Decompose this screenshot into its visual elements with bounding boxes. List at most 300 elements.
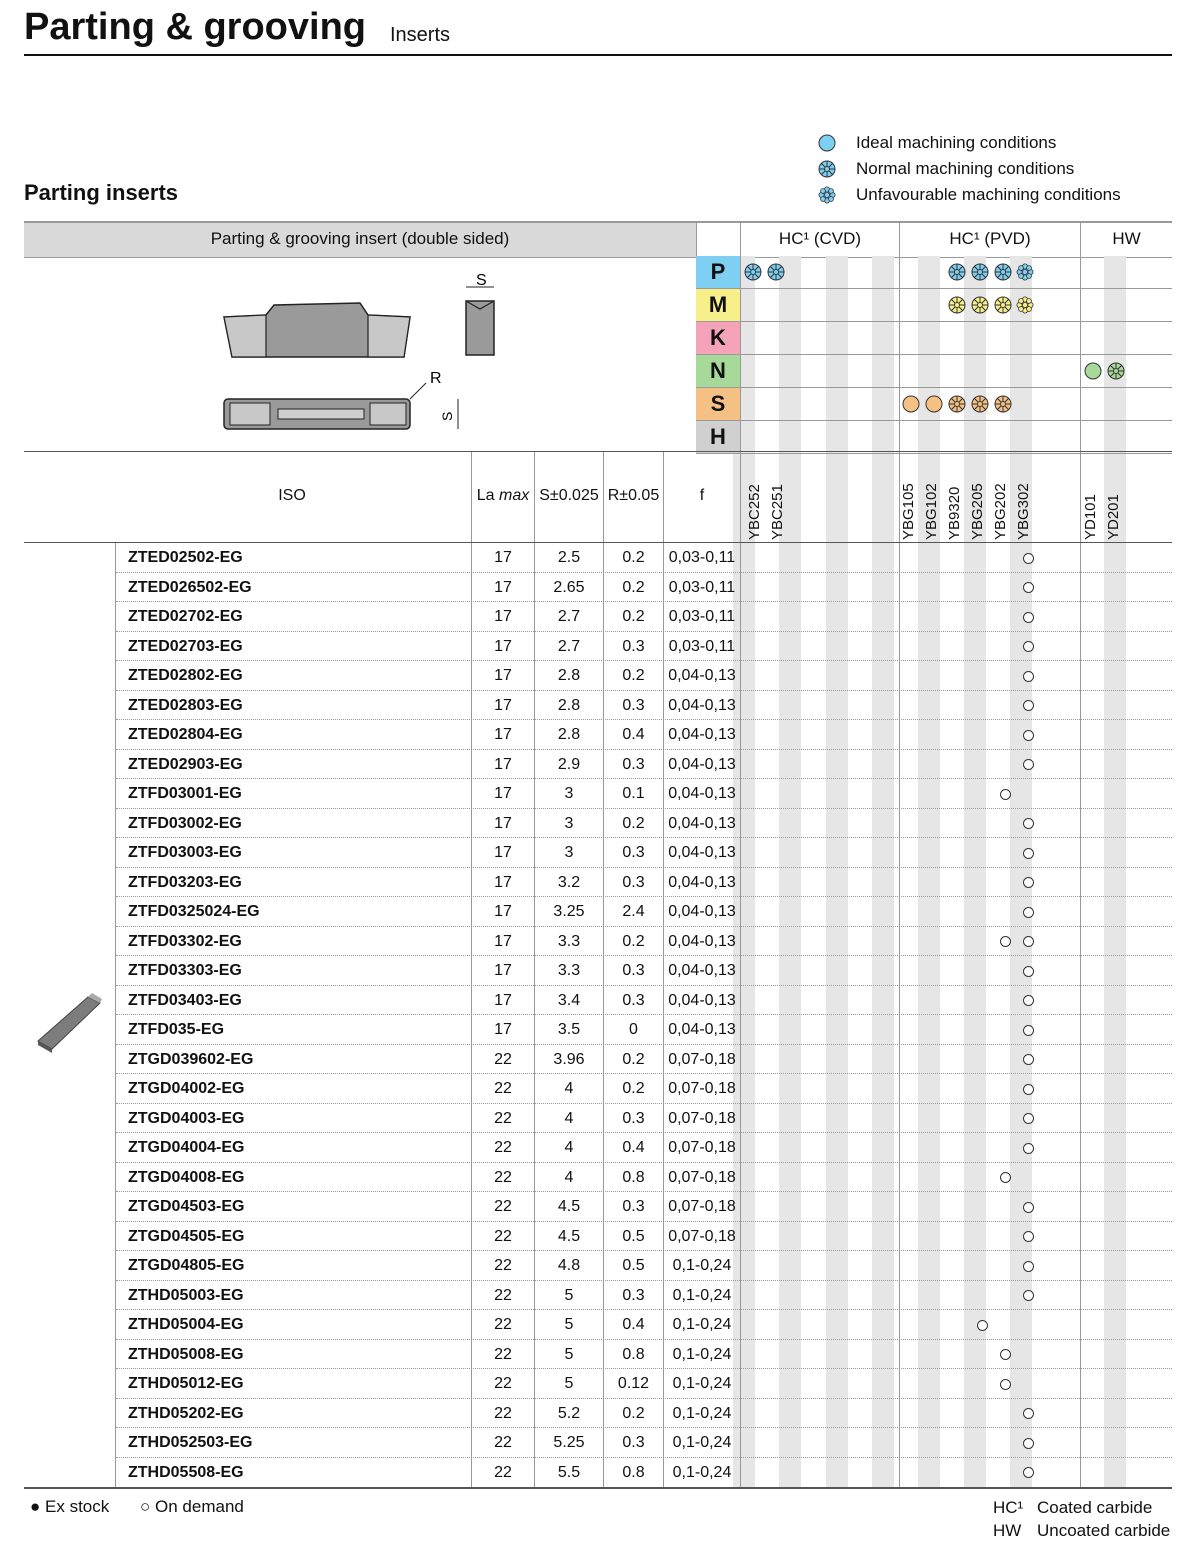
f-value: 0,07-0,18 (668, 1168, 736, 1186)
la-value: 17 (494, 726, 512, 743)
top-view-right-pocket (370, 403, 406, 425)
grade-header-yb9320: YB9320 (946, 486, 963, 540)
la-value: 17 (494, 755, 512, 773)
s-value: 3.96 (553, 1050, 585, 1068)
s-value: 5.2 (557, 1404, 581, 1422)
la-value: 22 (494, 1139, 512, 1156)
f-value: 0,04-0,13 (668, 1021, 736, 1038)
f-value: 0,03-0,11 (668, 637, 736, 655)
iso-code: ZTED02702-EG (128, 608, 243, 625)
la-value: 22 (494, 1434, 512, 1451)
insert-header-cell (24, 221, 696, 258)
f-value: 0,1-0,24 (672, 1434, 732, 1451)
material-cell-k: K (696, 322, 740, 355)
la-label: La (476, 487, 495, 504)
on-demand-circle-icon (1000, 1349, 1011, 1360)
col-header-f: f (699, 487, 705, 504)
material-cell-s: S (696, 388, 740, 421)
table-row (24, 632, 1172, 662)
f-value: 0,07-0,18 (668, 1080, 736, 1097)
f-value: 0,07-0,18 (668, 1109, 736, 1127)
s-value: 2.9 (557, 755, 581, 773)
material-row-line (740, 321, 1172, 322)
r-value: 0.8 (622, 1463, 645, 1481)
s-value: 4.5 (557, 1227, 581, 1245)
hc-abbr: HC¹ (993, 1498, 1024, 1517)
r-value: 0.8 (622, 1345, 645, 1363)
f-value: 0,1-0,24 (672, 1375, 732, 1392)
grade-header-ybg202: YBG202 (992, 483, 1009, 540)
f-value: 0,04-0,13 (668, 962, 736, 979)
on-demand-text: On demand (155, 1497, 244, 1516)
la-value: 17 (494, 962, 512, 979)
iso-code: ZTED02703-EG (128, 637, 243, 655)
table-row (24, 927, 1172, 957)
unfavourable-flower-icon (1016, 296, 1034, 314)
legend (818, 130, 1121, 208)
r-value: 0.3 (622, 637, 645, 655)
legend-item-unfavourable (818, 182, 1121, 208)
on-demand-circle-icon (1023, 1261, 1034, 1272)
table-row (24, 1340, 1172, 1370)
on-demand-circle-icon (1023, 1467, 1034, 1478)
grade-header-ybg102: YBG102 (923, 483, 940, 540)
f-value: 0,03-0,11 (668, 608, 736, 625)
normal-flower-icon (948, 395, 966, 413)
normal-flower-icon (948, 296, 966, 314)
ideal-circle-icon (925, 395, 943, 413)
normal-flower-icon (994, 296, 1012, 314)
f-value: 0,1-0,24 (672, 1316, 732, 1333)
table-row (24, 661, 1172, 691)
la-value: 17 (494, 903, 512, 920)
col-header-iso: ISO (278, 487, 306, 504)
r-value: 0.5 (622, 1257, 645, 1274)
table-row (24, 1222, 1172, 1252)
iso-code: ZTED02803-EG (128, 696, 243, 714)
f-value: 0,04-0,13 (668, 785, 736, 802)
material-cell-p: P (696, 256, 740, 289)
r-value: 0.2 (622, 608, 645, 625)
la-value: 22 (494, 1404, 512, 1422)
table-row (24, 1074, 1172, 1104)
hc-text: Coated carbide (1037, 1498, 1153, 1517)
la-value: 22 (494, 1316, 512, 1333)
table-row (24, 838, 1172, 868)
la-value: 17 (494, 549, 512, 566)
on-demand-circle-icon (1023, 1290, 1034, 1301)
on-demand-circle-icon (1023, 877, 1034, 888)
grade-header-yd201: YD201 (1105, 494, 1122, 540)
f-value: 0,07-0,18 (668, 1050, 736, 1068)
r-value: 0 (629, 1021, 638, 1038)
on-demand-circle-icon (1023, 700, 1034, 711)
hw-text: Uncoated carbide (1037, 1521, 1171, 1540)
ideal-circle-icon (818, 134, 836, 152)
r-value: 0.2 (622, 667, 645, 684)
iso-code: ZTFD03002-EG (128, 814, 242, 832)
la-value: 22 (494, 1286, 512, 1304)
legend-text: Ideal machining conditions (856, 133, 1057, 152)
s-value: 4 (564, 1168, 574, 1186)
group-label: HC¹ (CVD) (778, 229, 862, 248)
material-row-line (740, 387, 1172, 388)
table-row (24, 1369, 1172, 1399)
on-demand-circle-icon (1023, 730, 1034, 741)
s-value: 5 (564, 1375, 574, 1392)
s-value: 3.4 (557, 991, 581, 1009)
normal-flower-icon (971, 296, 989, 314)
legend-text: Normal machining conditions (856, 159, 1075, 178)
iso-code: ZTED026502-EG (128, 578, 252, 596)
material-row-line (740, 288, 1172, 289)
r-value: 0.4 (622, 1139, 645, 1156)
table-row (24, 986, 1172, 1016)
f-value: 0,04-0,13 (668, 814, 736, 832)
grade-header-ybg105: YBG105 (900, 483, 917, 540)
r-value: 0.2 (622, 1404, 645, 1422)
f-value: 0,04-0,13 (668, 903, 736, 920)
la-value: 17 (494, 696, 512, 714)
normal-flower-icon (767, 263, 785, 281)
on-demand-circle-icon (1023, 1202, 1034, 1213)
la-value: 17 (494, 991, 512, 1009)
insert-header-text: Parting & grooving insert (double sided) (210, 229, 510, 248)
table-row (24, 543, 1172, 573)
s-top-label: S (476, 272, 487, 289)
r-leader-line (410, 383, 426, 399)
material-row-line (740, 453, 1172, 454)
insert-diagram (204, 265, 504, 445)
la-value: 17 (494, 814, 512, 832)
la-value: 17 (494, 844, 512, 861)
r-value: 0.3 (622, 1109, 645, 1127)
f-value: 0,04-0,13 (668, 696, 736, 714)
table-row (24, 779, 1172, 809)
legend-text: Unfavourable machining conditions (856, 185, 1121, 204)
top-view-left-pocket (230, 403, 270, 425)
iso-code: ZTGD04503-EG (128, 1198, 245, 1215)
on-demand-circle-icon (1023, 907, 1034, 918)
title-rule (24, 54, 1172, 56)
la-value: 22 (494, 1375, 512, 1392)
s-value: 5 (564, 1286, 574, 1304)
f-value: 0,1-0,24 (672, 1463, 732, 1481)
table-row (24, 1015, 1172, 1045)
legend-item-normal (818, 156, 1121, 182)
page-title: Parting & grooving (24, 6, 366, 48)
on-demand-legend (140, 1497, 244, 1517)
ideal-circle-icon (1084, 362, 1102, 380)
s-value: 5 (564, 1316, 574, 1333)
r-value: 0.3 (622, 755, 645, 773)
table-row (24, 897, 1172, 927)
s-side-label: S (439, 411, 455, 421)
table-row (24, 956, 1172, 986)
r-value: 0.4 (622, 726, 645, 743)
on-demand-circle-icon (1000, 936, 1011, 947)
on-demand-circle-icon (1000, 1172, 1011, 1183)
parting-inserts-table (24, 221, 1172, 1491)
r-value: 0.1 (622, 785, 645, 802)
table-row (24, 1163, 1172, 1193)
grade-header-ybg205: YBG205 (969, 483, 986, 540)
s-value: 3 (564, 844, 574, 861)
iso-code: ZTED02903-EG (128, 755, 243, 773)
r-value: 0.2 (622, 549, 645, 566)
iso-code: ZTHD05003-EG (128, 1286, 244, 1304)
group-label: HC¹ (PVD) (949, 229, 1031, 248)
r-value: 0.3 (622, 873, 645, 891)
ideal-circle-icon (902, 395, 920, 413)
on-demand-circle-icon (1023, 759, 1034, 770)
iso-code: ZTGD039602-EG (128, 1050, 254, 1068)
s-value: 4.5 (557, 1198, 581, 1215)
material-cell-n: N (696, 355, 740, 388)
group-header-hw (1081, 221, 1172, 258)
iso-code: ZTGD04004-EG (128, 1139, 245, 1156)
iso-code: ZTED02804-EG (128, 726, 243, 743)
s-value: 2.7 (557, 637, 581, 655)
table-row (24, 1399, 1172, 1429)
grade-header-yd101: YD101 (1082, 494, 1099, 540)
iso-code: ZTGD04003-EG (128, 1109, 245, 1127)
material-cell-h: H (696, 421, 740, 454)
iso-code: ZTFD03303-EG (128, 962, 242, 979)
f-value: 0,1-0,24 (672, 1404, 732, 1422)
on-demand-circle-icon (1023, 1143, 1034, 1154)
on-demand-circle-icon (1023, 641, 1034, 652)
section-title: Parting inserts (24, 180, 179, 205)
unfavourable-flower-icon (818, 186, 836, 204)
s-value: 3 (564, 785, 574, 802)
la-value: 22 (494, 1345, 512, 1363)
ex-stock-dot-icon: ● (30, 1497, 41, 1516)
iso-code: ZTED02802-EG (128, 667, 243, 684)
group-label: HW (1112, 229, 1141, 248)
normal-flower-icon (818, 160, 836, 178)
f-value: 0,03-0,11 (668, 578, 736, 596)
iso-code: ZTHD05012-EG (128, 1375, 244, 1392)
s-value: 5.25 (553, 1434, 585, 1451)
iso-code: ZTFD0325024-EG (128, 903, 260, 920)
la-value: 22 (494, 1080, 512, 1097)
iso-code: ZTHD05004-EG (128, 1316, 244, 1333)
r-value: 0.2 (622, 1080, 645, 1097)
iso-code: ZTFD03001-EG (128, 785, 242, 802)
s-value: 2.8 (557, 726, 581, 743)
on-demand-circle-icon (1023, 848, 1034, 859)
s-value: 3.3 (557, 932, 581, 950)
f-value: 0,04-0,13 (668, 667, 736, 684)
material-row-line (740, 420, 1172, 421)
table-row (24, 1104, 1172, 1134)
on-demand-circle-icon (1023, 671, 1034, 682)
table-row (24, 750, 1172, 780)
table-row (24, 868, 1172, 898)
la-value: 17 (494, 932, 512, 950)
on-demand-circle-icon (1023, 1231, 1034, 1242)
la-value: 17 (494, 637, 512, 655)
r-value: 0.2 (622, 1050, 645, 1068)
on-demand-circle-icon (1023, 936, 1034, 947)
on-demand-circle-icon (1000, 1379, 1011, 1390)
f-value: 0,07-0,18 (668, 1198, 736, 1215)
iso-code: ZTHD05508-EG (128, 1463, 244, 1481)
la-value: 17 (494, 873, 512, 891)
table-row (24, 1133, 1172, 1163)
iso-code: ZTED02502-EG (128, 549, 243, 566)
s-value: 4 (564, 1109, 574, 1127)
f-value: 0,04-0,13 (668, 726, 736, 743)
table-row (24, 602, 1172, 632)
s-value: 2.5 (557, 549, 581, 566)
iso-code: ZTFD03003-EG (128, 844, 242, 861)
table-row (24, 1251, 1172, 1281)
on-demand-circle-icon: ○ (140, 1497, 151, 1516)
on-demand-circle-icon (1023, 582, 1034, 593)
iso-code: ZTHD05008-EG (128, 1345, 244, 1363)
normal-flower-icon (971, 395, 989, 413)
la-value: 22 (494, 1227, 512, 1245)
normal-flower-icon (971, 263, 989, 281)
r-value: 0.3 (622, 696, 645, 714)
grade-header-ybc251: YBC251 (769, 484, 786, 540)
iso-code: ZTFD03403-EG (128, 991, 242, 1009)
f-value: 0,07-0,18 (668, 1139, 736, 1156)
iso-code: ZTHD052503-EG (128, 1434, 253, 1451)
on-demand-circle-icon (1023, 553, 1034, 564)
s-value: 4.8 (557, 1257, 581, 1274)
r-value: 0.3 (622, 1434, 645, 1451)
la-value: 22 (494, 1168, 512, 1186)
la-value: 22 (494, 1463, 512, 1481)
on-demand-circle-icon (1023, 1084, 1034, 1095)
table-row (24, 809, 1172, 839)
table-bottom-line (24, 1487, 1172, 1489)
f-value: 0,1-0,24 (672, 1257, 732, 1274)
on-demand-circle-icon (1023, 1113, 1034, 1124)
f-value: 0,04-0,13 (668, 844, 736, 861)
s-value: 5.5 (557, 1463, 581, 1481)
la-value: 22 (494, 1050, 512, 1068)
iso-code: ZTGD04505-EG (128, 1227, 245, 1245)
r-value: 0.8 (622, 1168, 645, 1186)
normal-flower-icon (1107, 362, 1125, 380)
on-demand-circle-icon (1023, 612, 1034, 623)
table-row (24, 1458, 1172, 1488)
page-subtitle: Inserts (390, 24, 451, 46)
s-value: 4 (564, 1080, 574, 1097)
normal-flower-icon (994, 395, 1012, 413)
la-value: 17 (494, 785, 512, 802)
group-header-pvd (900, 221, 1080, 258)
table-row (24, 573, 1172, 603)
r-value: 0.2 (622, 814, 645, 832)
top-view-channel (278, 409, 364, 419)
r-value: 0.3 (622, 1198, 645, 1215)
f-value: 0,04-0,13 (668, 932, 736, 950)
table-row (24, 1045, 1172, 1075)
s-value: 2.8 (557, 667, 581, 684)
iso-code: ZTHD05202-EG (128, 1404, 244, 1422)
table-row (24, 1310, 1172, 1340)
insert-side-left (224, 315, 266, 357)
iso-code: ZTGD04008-EG (128, 1168, 245, 1186)
iso-code: ZTGD04805-EG (128, 1257, 245, 1274)
on-demand-circle-icon (1023, 966, 1034, 977)
s-value: 2.7 (557, 608, 581, 625)
iso-code: ZTGD04002-EG (128, 1080, 245, 1097)
r-value: 0.12 (617, 1375, 650, 1392)
on-demand-circle-icon (1023, 1438, 1034, 1449)
table-row (24, 1428, 1172, 1458)
on-demand-circle-icon (1023, 1025, 1034, 1036)
group-header-cvd (741, 221, 899, 258)
iso-code: ZTFD035-EG (128, 1021, 225, 1038)
la-value: 22 (494, 1198, 512, 1215)
normal-flower-icon (948, 263, 966, 281)
la-value: 17 (494, 667, 512, 684)
on-demand-circle-icon (1023, 1054, 1034, 1065)
iso-code: ZTFD03203-EG (128, 873, 242, 891)
la-value: 17 (494, 608, 512, 625)
r-value: 0.4 (622, 1316, 645, 1333)
normal-flower-icon (744, 263, 762, 281)
table-row (24, 1281, 1172, 1311)
iso-code: ZTFD03302-EG (128, 932, 242, 950)
on-demand-circle-icon (1023, 995, 1034, 1006)
on-demand-circle-icon (977, 1320, 988, 1331)
ex-stock-text: Ex stock (45, 1497, 110, 1516)
la-value: 22 (494, 1257, 512, 1274)
r-value: 0.3 (622, 844, 645, 861)
unfavourable-flower-icon (1016, 263, 1034, 281)
la-value: 17 (494, 1021, 512, 1038)
on-demand-circle-icon (1023, 818, 1034, 829)
la-max-label: max (499, 487, 530, 504)
f-value: 0,1-0,24 (672, 1345, 732, 1363)
grade-header-ybg302: YBG302 (1015, 483, 1032, 540)
header-divider (24, 451, 1172, 452)
ex-stock-legend (30, 1497, 109, 1517)
col-header-r: R±0.05 (607, 487, 660, 504)
table-row (24, 691, 1172, 721)
material-cell-m: M (696, 289, 740, 322)
s-value: 3 (564, 814, 574, 832)
r-value: 0.3 (622, 1286, 645, 1304)
on-demand-circle-icon (1023, 1408, 1034, 1419)
f-value: 0,04-0,13 (668, 991, 736, 1009)
r-value: 0.2 (622, 932, 645, 950)
insert-side-right (368, 315, 410, 357)
normal-flower-icon (994, 263, 1012, 281)
legend-item-ideal (818, 130, 1121, 156)
r-label: R (430, 370, 442, 387)
f-value: 0,1-0,24 (672, 1286, 732, 1304)
col-header-s: S±0.025 (539, 487, 599, 504)
f-value: 0,04-0,13 (668, 755, 736, 773)
la-value: 22 (494, 1109, 512, 1127)
la-value: 17 (494, 578, 512, 596)
f-value: 0,03-0,11 (668, 549, 736, 566)
f-value: 0,04-0,13 (668, 873, 736, 891)
f-value: 0,07-0,18 (668, 1227, 736, 1245)
r-value: 0.5 (622, 1227, 645, 1245)
s-value: 5 (564, 1345, 574, 1363)
r-value: 0.2 (622, 578, 645, 596)
material-header-blank (696, 221, 740, 258)
